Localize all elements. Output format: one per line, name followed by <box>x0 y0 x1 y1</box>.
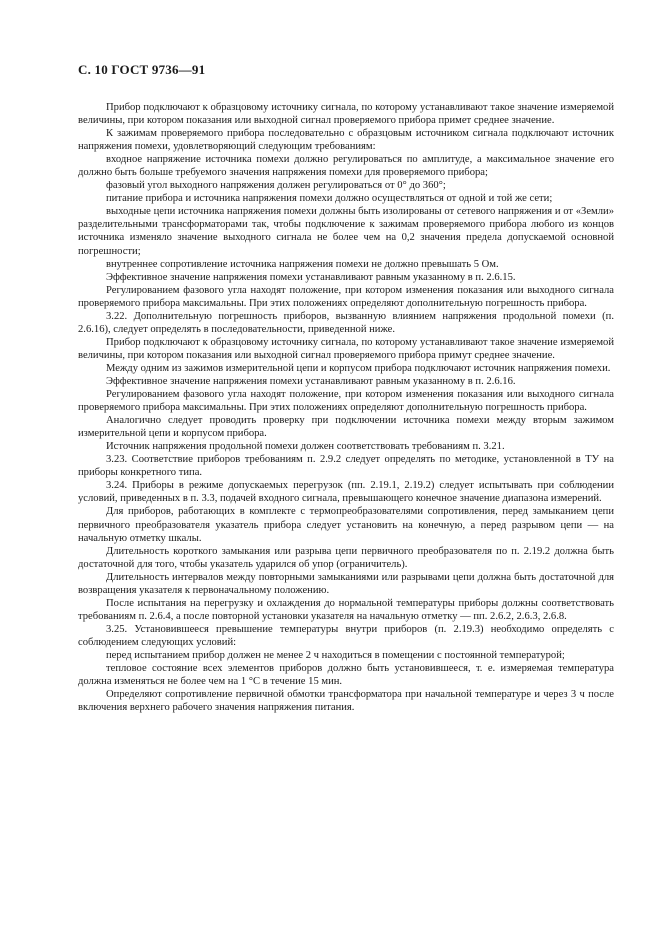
paragraph: Регулированием фазового угла находят положение, при котором изменения показания или выходного сигнала проверяемого прибора максимальны. При этих положениях определяют дополнительную погрешность прибора. <box>78 284 614 309</box>
paragraph: Эффективное значение напряжения помехи устанавливают равным указанному в п. 2.6.16. <box>106 375 516 387</box>
paragraph: 3.24. Приборы в режиме допускаемых перегрузок (пп. 2.19.1, 2.19.2) следует испытывать при соблюдении условий, приведенных в п. 3.3, подачей входного сигнала, превышающего конечное значение диапазона измерений. <box>78 480 614 505</box>
paragraph: Между одним из зажимов измерительной цепи и корпусом прибора подключают источник напряжения помехи. <box>106 362 611 374</box>
paragraph: К зажимам проверяемого прибора последовательно с образцовым источником сигнала подключают источник напряжения помехи, удовлетворяющий следующим требованиям: <box>78 128 614 153</box>
page-header: С. 10 ГОСТ 9736—91 <box>78 62 206 77</box>
paragraph: питание прибора и источника напряжения помехи должно осуществляться от одной и той же сети; <box>106 193 553 205</box>
paragraph: внутреннее сопротивление источника напряжения помехи не должно превышать 5 Ом. <box>106 258 499 270</box>
paragraph: фазовый угол выходного напряжения должен регулироваться от 0° до 360°; <box>106 180 446 192</box>
paragraph: Прибор подключают к образцовому источнику сигнала, по которому устанавливают такое значение измеряемой величины, при котором показания или выходной сигнал проверяемого прибора примет среднее значение. <box>78 102 614 127</box>
paragraph: Для приборов, работающих в комплекте с термопреобразователями сопротивления, перед замыканием цепи первичного преобразователя указатель прибора следует установить на конечную, а перед разрывом цепи — на начальную отметку шкалы. <box>78 506 614 544</box>
paragraph: Определяют сопротивление первичной обмотки трансформатора при начальной температуре и через 3 ч после включения верхнего рабочего значения напряжения питания. <box>78 689 614 714</box>
paragraph: перед испытанием прибор должен не менее 2 ч находиться в помещении с постоянной температурой; <box>106 649 565 661</box>
paragraph: Длительность короткого замыкания или разрыва цепи первичного преобразователя по п. 2.19.2 должна быть достаточной для того, чтобы указатель ударился об упор (ограничитель). <box>78 545 614 570</box>
paragraph: Аналогично следует проводить проверку при подключении источника помехи между вторым зажимом измерительной цепи и корпусом прибора. <box>78 415 614 440</box>
paragraph: Прибор подключают к образцовому источнику сигнала, по которому устанавливают такое значение измеряемой величины, при котором показания или выходной сигнал проверяемого прибора примут среднее значение. <box>78 336 614 361</box>
paragraph: Эффективное значение напряжения помехи устанавливают равным указанному в п. 2.6.15. <box>106 271 516 283</box>
paragraph: 3.22. Дополнительную погрешность приборов, вызванную влиянием напряжения продольной помехи (п. 2.6.16), следует определять в последовательности, приведенной ниже. <box>78 310 614 335</box>
paragraph: Длительность интервалов между повторными замыканиями или разрывами цепи должна быть достаточной для возвращения указателя к первоначальному положению. <box>78 571 614 596</box>
paragraph: 3.23. Соответствие приборов требованиям п. 2.9.2 следует определять по методике, установленной в ТУ на приборы конкретного типа. <box>78 454 614 479</box>
paragraph: тепловое состояние всех элементов приборов должно быть установившееся, т. е. измеряемая температура должна изменяться не более чем на 1 °С в течение 15 мин. <box>78 663 614 688</box>
paragraph: Источник напряжения продольной помехи должен соответствовать требованиям п. 3.21. <box>106 441 505 453</box>
paragraph: После испытания на перегрузку и охлаждения до нормальной температуры приборы должны соответствовать требованиям п. 2.6.4, а после повторной установки указателя на начальную отметку — пп. 2.6.2, 2.6.3, 2.6.8. <box>78 597 614 622</box>
paragraph: Регулированием фазового угла находят положение, при котором изменения показания или выходного сигнала проверяемого прибора максимальны. При этих положениях определяют дополнительную погрешность прибора. <box>78 389 614 414</box>
document-body <box>78 101 614 714</box>
paragraph: 3.25. Установившееся превышение температуры внутри приборов (п. 2.19.3) необходимо определять с соблюдением следующих условий: <box>78 623 614 648</box>
paragraph: входное напряжение источника помехи должно регулироваться по амплитуде, а максимальное значение его должно быть больше требуемого значения напряжения помехи для проверяемого прибора; <box>78 154 614 179</box>
paragraph: выходные цепи источника напряжения помехи должны быть изолированы от сетевого напряжения и от «Земли» разделительными трансформаторами так, чтобы подключение к зажимам проверяемого прибора любого из концов источника изменяло значение выходного сигнала не более чем на 0,2 значения предела допускаемой основной погрешности; <box>78 206 614 257</box>
